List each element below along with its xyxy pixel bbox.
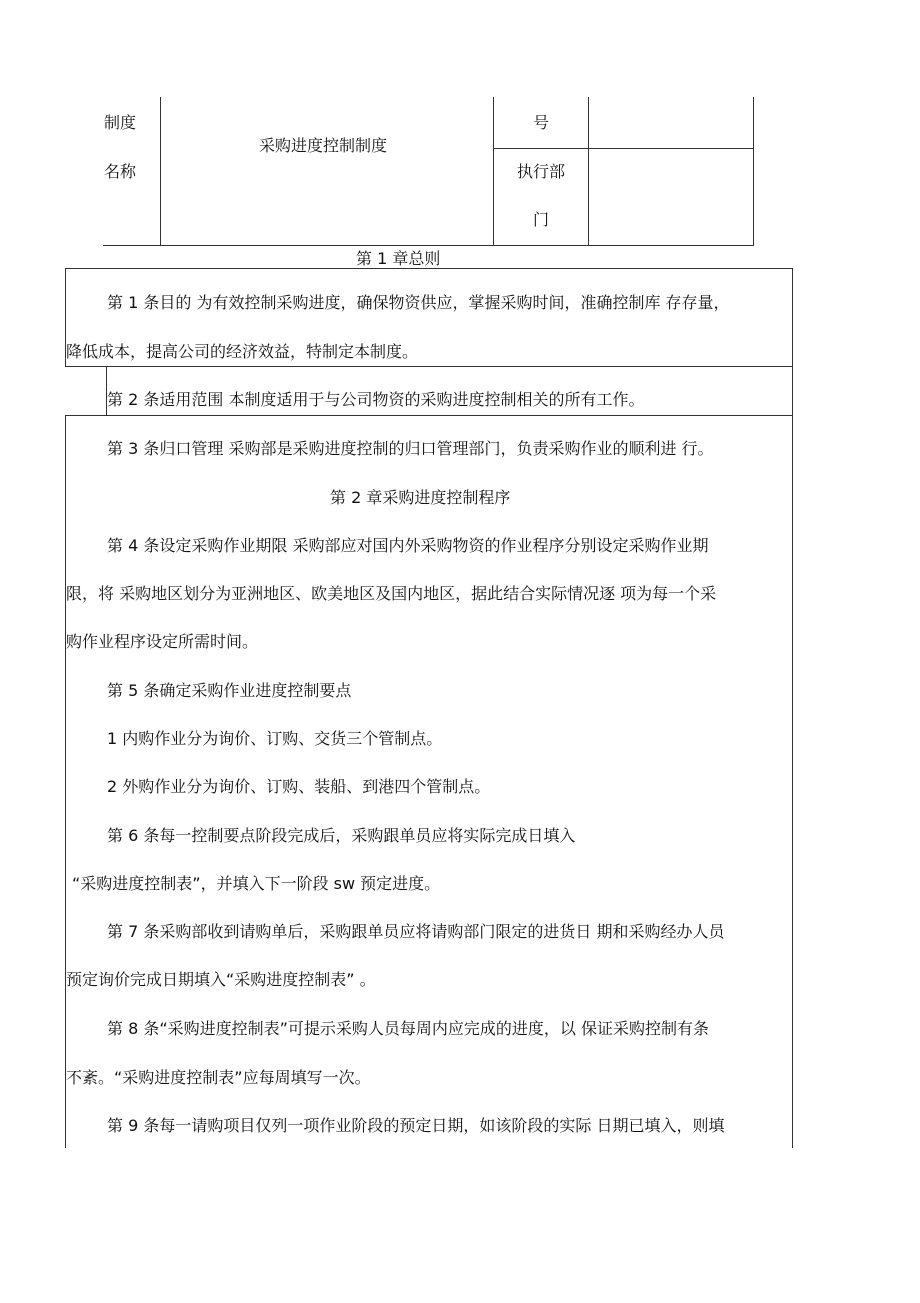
dept-label: 执行部: [517, 162, 566, 181]
paragraph: 第 9 条每一请购项目仅列一项作业阶段的预定日期，如该阶段的实际 日期已填入，则填: [107, 1116, 725, 1135]
table-border: [588, 97, 589, 245]
paragraph: 预定询价完成日期填入“采购进度控制表” 。: [66, 970, 376, 989]
list-item: 1 内购作业分为询价、订购、交货三个管制点。: [107, 729, 443, 748]
paragraph: 第 1 条目的 为有效控制采购进度，确保物资供应，掌握采购时间，准确控制库 存存量，: [107, 293, 730, 312]
chapter-heading: 第 1 章总则: [356, 249, 441, 268]
paragraph: 购作业程序设定所需时间。: [66, 632, 259, 651]
frame-line: [106, 366, 793, 367]
frame-line: [106, 415, 793, 416]
dept-label: 门: [533, 210, 550, 229]
paragraph: 第 4 条设定采购作业期限 采购部应对国内外采购物资的作业程序分别设定采购作业期: [107, 536, 709, 555]
paragraph: 第 2 条适用范围 本制度适用于与公司物资的采购进度控制相关的所有工作。: [107, 390, 645, 409]
chapter-heading: 第 2 章采购进度控制程序: [330, 488, 511, 507]
name-label: 名称: [104, 162, 137, 181]
paragraph: 限，将 采购地区划分为亚洲地区、欧美地区及国内地区，据此结合实际情况逐 项为每一个采: [66, 584, 717, 603]
paragraph: 第 7 条采购部收到请购单后，采购跟单员应将请购部门限定的进货日 期和采购经办人员: [107, 922, 725, 941]
table-border: [753, 97, 754, 245]
frame-line: [792, 268, 793, 1148]
paragraph: 第 6 条每一控制要点阶段完成后，采购跟单员应将实际完成日填入: [107, 826, 576, 845]
paragraph: 不紊。“采购进度控制表”应每周填写一次。: [66, 1068, 371, 1087]
paragraph: 第 8 条“采购进度控制表”可提示采购人员每周内应完成的进度，以 保证采购控制有条: [107, 1019, 710, 1038]
table-border: [103, 245, 754, 246]
document-title: 采购进度控制制度: [259, 136, 388, 155]
number-label: 号: [533, 113, 550, 132]
paragraph: 降低成本，提高公司的经济效益，特制定本制度。: [66, 342, 419, 361]
paragraph: “采购进度控制表”，并填入下一阶段 sw 预定进度。: [72, 874, 441, 893]
paragraph: 第 5 条确定采购作业进度控制要点: [107, 681, 352, 700]
frame-line: [65, 415, 106, 416]
frame-line: [65, 268, 793, 269]
name-label: 制度: [104, 113, 137, 132]
table-border: [493, 148, 754, 149]
table-border: [493, 97, 494, 245]
paragraph: 第 3 条归口管理 采购部是采购进度控制的归口管理部门，负责采购作业的顺利进 行。: [107, 439, 714, 458]
list-item: 2 外购作业分为询价、订购、装船、到港四个管制点。: [107, 777, 491, 796]
table-border: [160, 97, 161, 245]
frame-line: [65, 366, 106, 367]
frame-line: [65, 415, 66, 1148]
